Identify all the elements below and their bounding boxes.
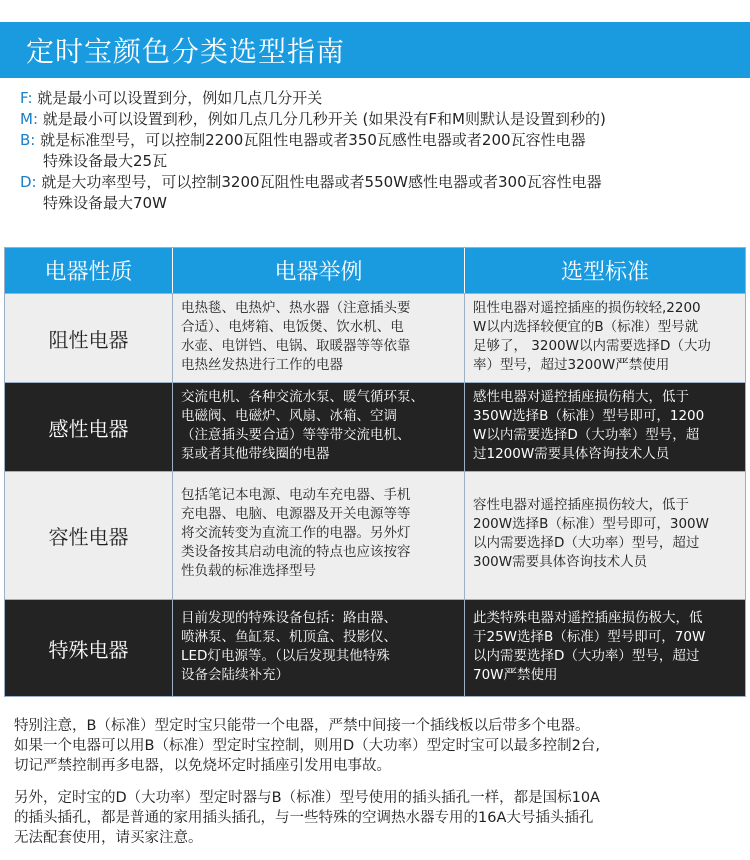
selection-table (4, 247, 746, 697)
header-nature: 电器性质 (44, 260, 133, 285)
header-examples: 电器举例 (172, 248, 464, 293)
appliance-examples: 电热毯、电热炉、热水器（注意插头要 合适）、电烤箱、电饭煲、饮水机、电 水壶、电饼铛、电锅、取暖器等等依靠 电热丝发热进行工作的电器 (172, 294, 464, 382)
table-row (5, 293, 745, 382)
appliance-type: 特殊电器 (5, 600, 172, 696)
appliance-type: 容性电器 (5, 472, 172, 599)
page-title: 定时宝颜色分类选型指南 (26, 35, 346, 68)
definition-d (20, 172, 740, 214)
title-banner (0, 22, 750, 78)
selection-standard: 阻性电器对遥控插座的损伤较轻,2200 W以内选择较便宜的B（标准）型号就 足够了， 3200W以内需要选择D（大功 率）型号，超过3200W严禁使用 (464, 294, 745, 382)
note-paragraph: 特别注意，B（标准）型定时宝只能带一个电器，严禁中间接一个插线板以后带多个电器。 如果一个电器可以用B（标准）型定时宝控制，则用D（大功率）型定时宝可以最多控制2台, 切记严禁控制再多电器，以免烧坏定时插座引发用电事故。 (14, 718, 600, 774)
definition-text: 就是标准型号，可以控制2200瓦阻性电器或者350瓦感性电器或者200瓦容性电器 (35, 131, 586, 149)
definition-b (20, 130, 740, 172)
definition-letter: B: (20, 131, 36, 149)
table-header-row (5, 248, 745, 293)
definition-letter: F: (20, 89, 33, 107)
appliance-type: 感性电器 (5, 383, 172, 471)
header-standard: 选型标准 (464, 248, 745, 293)
appliance-examples: 交流电机、各种交流水泵、暖气循环泵、 电磁阀、电磁炉、风扇、冰箱、空调 （注意插头要合适）等等带交流电机、 泵或者其他带线圈的电器 (172, 383, 464, 471)
selection-standard: 此类特殊电器对遥控插座损伤极大，低 于25W选择B（标准）型号即可，70W 以内需要选择D（大功率）型号，超过 70W严禁使用 (464, 600, 745, 696)
table-row (5, 599, 745, 696)
table-row (5, 382, 745, 471)
selection-standard: 感性电器对遥控插座损伤稍大，低于 350W选择B（标准）型号即可，1200 W以内需要选择D（大功率）型号，超 过1200W需要具体咨询技术人员 (464, 383, 745, 471)
definition-letter: M: (20, 110, 38, 128)
table-row (5, 471, 745, 599)
definition-m (20, 109, 740, 130)
definition-letter: D: (20, 173, 37, 191)
appliance-examples: 包括笔记本电源、电动车充电器、手机 充电器、电脑、电源器及开关电源等等 将交流转变为直流工作的电器。另外灯 类设备按其启动电流的特点也应该按容 性负载的标准选择型号 (172, 472, 464, 599)
definition-continuation: 特殊设备最大70W (43, 194, 167, 212)
model-definitions (20, 88, 740, 214)
definition-continuation: 特殊设备最大25瓦 (43, 152, 168, 170)
definition-text: 就是大功率型号，可以控制3200瓦阻性电器或者550W感性电器或者300瓦容性电器 (36, 173, 602, 191)
definition-text: 就是最小可以设置到秒，例如几点几分几秒开关 (如果没有F和M则默认是设置到秒的) (38, 110, 606, 128)
note-paragraph: 另外，定时宝的D（大功率）型定时器与B（标准）型号使用的插头插孔一样，都是国标10A 的插头插孔，都是普通的家用插头插孔，与一些特殊的空调热水器专用的16A大号插头插孔 无法配套使用，请买家注意。 (14, 790, 600, 846)
definition-text: 就是最小可以设置到分，例如几点几分开关 (32, 89, 323, 107)
appliance-type: 阻性电器 (5, 294, 172, 382)
appliance-examples: 目前发现的特殊设备包括：路由器、 喷淋泵、鱼缸泵、机顶盒、投影仪、 LED灯电源等。（以后发现其他特殊 设备会陆续补充） (172, 600, 464, 696)
definition-f (20, 88, 740, 109)
notes (14, 716, 744, 860)
selection-standard: 容性电器对遥控插座损伤较大，低于 200W选择B（标准）型号即可，300W 以内需要选择D（大功率）型号，超过 300W需要具体咨询技术人员 (464, 472, 745, 599)
